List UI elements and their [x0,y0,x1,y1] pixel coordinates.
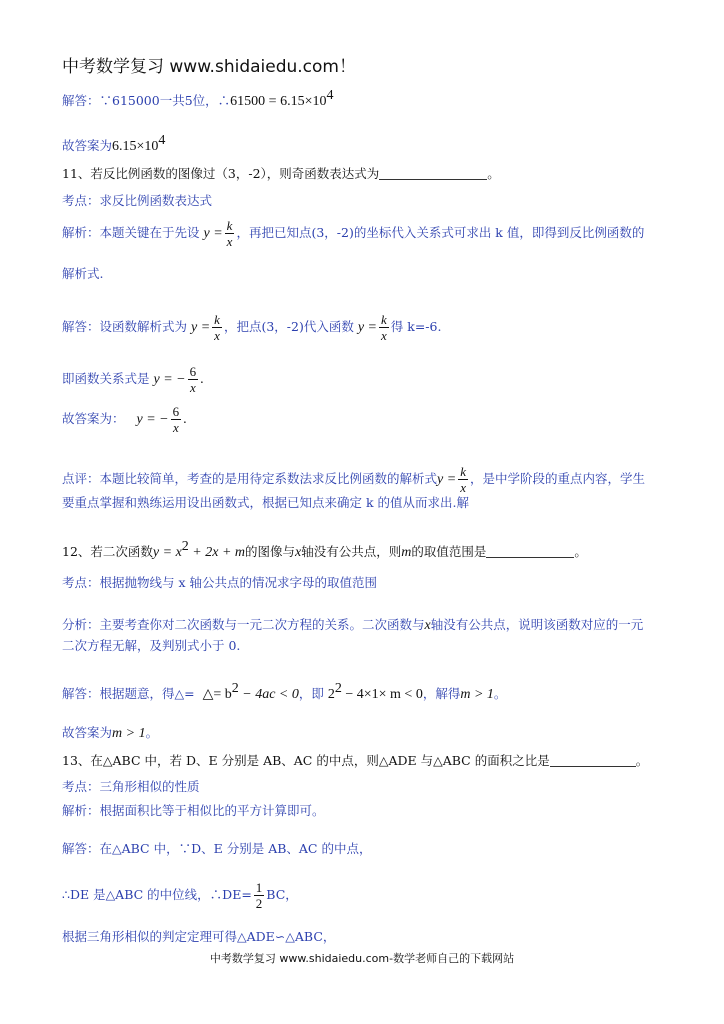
q11-jieda-b: ，把点(3，-2)代入函数 [223,319,354,334]
q11-dianping [62,464,645,495]
q12-jieda-math3: m > 1 [460,687,494,702]
frac-denominator: x [189,380,196,395]
q11-jieda-frac2 [379,312,389,343]
q13-question-end: 。 [635,753,649,768]
q10-final [62,132,165,156]
q11-jiexi-a: 解析：本题关键在于先设 [62,225,200,240]
q11-ji-negy: y = − [153,372,186,387]
frac-numerator: k [214,312,220,327]
q11-answer [62,404,187,435]
q11-dianping-c: 要重点掌握和熟练运用设出函数式，根据已知点来确定 k 的值从而求出.解 [62,495,469,510]
q11-jieda [62,312,441,343]
frac-denominator: x [381,328,387,343]
q12-question-d: 的取值范围是 [411,544,487,559]
q12-jieda-a: 解答：根据题意，得△= [62,686,195,701]
frac-denominator: x [172,420,179,435]
q13-zhong-b: BC， [266,887,298,902]
q12-jieda-math2: 2 [327,687,335,702]
q12-question-b: 的图像与 [245,544,296,559]
frac-denominator: 2 [255,896,263,911]
q11-answer-label: 故答案为： [62,411,125,426]
q12-fenxi-xvar: x [424,618,431,633]
q12-jieda-math2b: − 4×1× m < 0 [341,687,423,702]
q13-zhongweixian [62,880,298,911]
q13-xiangsi: 根据三角形相似的判定定理可得△ADE∽△ABC， [62,929,336,944]
q11-jiexi [62,218,644,249]
q12-question-c: 轴没有公共点，则 [301,544,402,559]
q12-jieda [62,680,506,704]
q11-ji-label: 即函数关系式是 [62,371,150,386]
q12-fenxi-a: 分析：主要考查你对二次函数与一元二次方程的关系。二次函数与 [62,617,425,632]
q11-answer-blank [379,166,487,180]
q12-kaodian: 考点：根据抛物线与 x 轴公共点的情况求字母的取值范围 [62,575,377,590]
q12-jieda-exp2: 2 [334,681,342,696]
q11-question [62,165,500,183]
q11-jiexi-b: ，再把已知点(3，-2)的坐标代入关系式可求出 k 值，即得到反比例函数的 [236,225,645,240]
q13-question-text: 13、在△ABC 中，若 D、E 分别是 AB、AC 的中点，则△ADE 与△ABC 的面积之比是 [62,753,550,768]
q10-final-math: 6.15×10 [112,139,159,154]
q12-question-xvar: x [295,545,302,560]
page-footer: 中考数学复习 www.shidaiedu.com-数学老师自己的下载网站 [209,952,515,965]
q13-jiexi: 解析：根据面积比等于相似比的平方计算即可。 [62,803,325,818]
q11-jiexi-c: 解析式. [62,266,104,281]
q11-answer-period: . [183,412,187,427]
q13-answer-blank [550,753,636,767]
q12-final [62,724,158,743]
q10-answer-exp: 4 [326,88,334,103]
q13-question [62,752,648,770]
frac-denominator: x [214,328,220,343]
q11-answer-frac [171,404,182,435]
frac-numerator: k [226,218,233,233]
q11-jieda-frac1 [212,312,222,343]
q11-ji-frac [188,364,199,395]
q11-jieda-a: 解答：设函数解析式为 [62,319,188,334]
q12-jieda-math1: △= b [202,687,232,702]
q11-ji-period: . [200,372,204,387]
frac-denominator: x [226,234,233,249]
frac-numerator: k [381,312,387,327]
q10-final-exp: 4 [158,133,166,148]
q13-zhong-a: ∴DE 是△ABC 的中位线，∴DE= [62,887,252,902]
q12-final-math: m > 1 [112,726,146,741]
q10-answer-label: 解答：∵615000一共5位，∴ [62,93,231,108]
q11-ji [62,364,204,395]
q13-jieda: 解答：在△ABC 中，∵D、E 分别是 AB、AC 的中点， [62,841,372,856]
q11-question-end: 。 [487,166,500,181]
q11-jiexi-yeq: y = [203,226,223,241]
q12-jieda-exp1: 2 [231,681,239,696]
q12-final-label: 故答案为 [62,725,113,740]
q11-jieda-yeq1: y = [191,320,211,335]
q11-jieda-yeq2: y = [357,320,377,335]
q11-jiexi-frac [225,218,235,249]
q11-dianping-frac [458,464,468,495]
q11-dianping-a: 点评：本题比较简单，考查的是用待定系数法求反比例函数的解析式 [62,471,438,486]
q12-question-math: y = x [152,545,182,560]
q13-kaodian: 考点：三角形相似的性质 [62,779,200,794]
q11-answer-negy: y = − [136,412,169,427]
q11-question-text: 11、若反比例函数的图像过（3，-2），则奇函数表达式为 [62,166,380,181]
q11-jieda-c: 得 k=-6. [390,319,442,334]
q12-question-math2: + 2x + m [188,545,245,560]
q12-jieda-math1b: − 4ac < 0 [238,687,299,702]
frac-numerator: k [460,464,466,479]
q12-fenxi [62,616,643,635]
q12-question-end: 。 [574,544,587,559]
q12-final-end: 。 [145,725,159,740]
q11-kaodian: 考点：求反比例函数表达式 [62,193,213,208]
q12-fenxi-c: 二次方程无解，及判别式小于 0. [62,638,241,653]
q10-final-label: 故答案为 [62,138,113,153]
q12-jieda-c: ，解得 [422,686,461,701]
q12-question-mvar: m [401,545,412,560]
q11-dianping-yeq: y = [437,472,457,487]
q12-jieda-b: ，即 [298,686,324,701]
q10-answer [62,87,333,111]
frac-numerator: 6 [172,404,180,419]
q10-answer-math: 61500 = 6.15×10 [230,94,327,109]
frac-denominator: x [460,480,466,495]
frac-numerator: 6 [189,364,197,379]
q13-half-frac [254,880,265,911]
page-title: 中考数学复习 www.shidaiedu.com！ [62,57,356,77]
frac-numerator: 1 [255,880,263,895]
q12-fenxi-b: 轴没有公共点，说明该函数对应的一元 [430,617,644,632]
q12-question-exp: 2 [181,539,189,554]
q12-question-a: 12、若二次函数 [62,544,153,559]
q12-question [62,538,587,562]
q11-dianping-b: ，是中学阶段的重点内容，学生 [469,471,645,486]
q12-jieda-end: 。 [493,686,507,701]
q12-answer-blank [486,544,574,558]
